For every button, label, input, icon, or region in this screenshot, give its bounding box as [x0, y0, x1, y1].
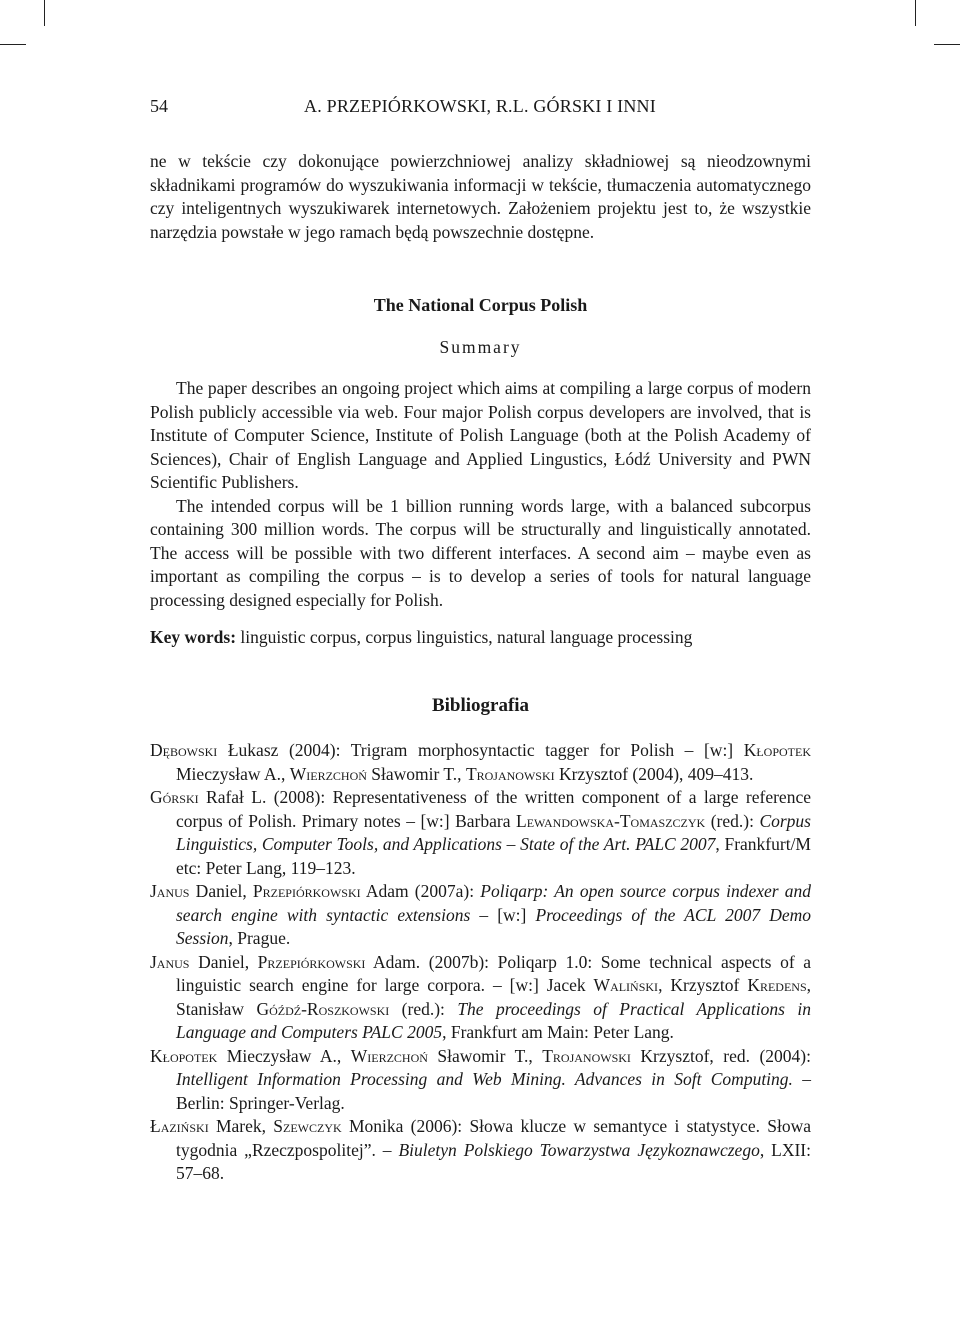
- author-surname: Kredens: [747, 975, 807, 995]
- publication-title: Poliqarp: An open source corpus indexer and search engine with syntactic extensions: [176, 881, 811, 925]
- author-surname: Lewandowska-Tomaszczyk: [516, 810, 706, 831]
- bibliography-entry: [150, 739, 811, 786]
- crop-mark-top-left-horizontal: [0, 44, 26, 45]
- author-surname: Wierzchoń: [289, 763, 367, 784]
- bibliography-entry: [150, 951, 811, 1045]
- page-content: [150, 150, 811, 1186]
- entry-text: Mieczysław A.,: [217, 1045, 351, 1066]
- publication-title: Biuletyn Polskiego Towarzystwa Językoznawczego: [398, 1139, 760, 1160]
- author-surname: Szewczyk: [273, 1116, 342, 1136]
- crop-mark-top-left-vertical: [44, 0, 45, 26]
- author-surname: Górski: [150, 787, 199, 807]
- entry-text: Krzysztof (2004), 409–413.: [554, 763, 754, 784]
- entry-text: Sławomir T.,: [427, 1045, 543, 1066]
- entry-text: , Prague.: [228, 928, 291, 948]
- crop-mark-top-right-vertical: [915, 0, 916, 26]
- bibliography-list: [150, 739, 811, 1186]
- keywords-line: [150, 626, 811, 650]
- author-surname: Dębowski: [150, 740, 218, 760]
- entry-text: Adam. (2007b): Poliqarp 1.0: Some technical aspects of a linguistic search engine for large corpora. – [w:] Jacek: [176, 951, 811, 995]
- summary-paragraph: The intended corpus will be 1 billion running words large, with a balanced subcorpus containing 300 million words. The corpus will be structurally and linguistically annotated. The access will be possible with two different interfaces. A second aim – maybe even as important as compiling the corpus – is to develop a series of tools for natural language processing designed especially for Polish.: [150, 495, 811, 610]
- bibliography-heading: Bibliografia: [431, 694, 530, 716]
- entry-text: (red.):: [389, 998, 458, 1019]
- entry-text: , Frankfurt/M etc: Peter Lang, 119–123.: [176, 834, 811, 878]
- entry-text: – [w:]: [470, 904, 536, 925]
- entry-text: Adam (2007a):: [360, 881, 481, 901]
- author-surname: Kłopotek: [150, 1045, 218, 1066]
- entry-text: , Stanisław: [176, 975, 811, 1019]
- bibliography-entry: [150, 786, 811, 880]
- author-surname: Łaziński: [150, 1116, 209, 1136]
- bibliography-entry: [150, 1115, 811, 1186]
- summary-heading: Summary: [439, 336, 522, 357]
- author-surname: Przepiórkowski: [252, 881, 361, 901]
- author-surname: Janus: [150, 881, 190, 901]
- entry-text: Rafał L. (2008): Representativeness of the written component of a large reference corpus of Polish. Primary notes – [w:] Barbara: [176, 787, 811, 831]
- entry-text: Mieczysław A.,: [176, 763, 290, 784]
- author-surname: Trojanowski: [465, 763, 555, 784]
- entry-text: Daniel,: [189, 951, 258, 972]
- entry-text: Marek,: [208, 1116, 274, 1136]
- entry-text: Krzysztof, red. (2004):: [630, 1045, 811, 1066]
- entry-text: , Krzysztof: [658, 975, 748, 995]
- summary-title: The National Corpus Polish: [373, 295, 588, 315]
- author-surname: Góźdź-Roszkowski: [256, 998, 390, 1019]
- entry-text: Łukasz (2004): Trigram morphosyntactic tagger for Polish – [w:]: [217, 740, 744, 760]
- publication-title: Corpus Linguistics, Computer Tools, and Applications – State of the Art. PALC 2007: [176, 810, 811, 854]
- author-surname: Wierzchoń: [350, 1045, 428, 1066]
- page-number: 54: [150, 96, 168, 116]
- author-surname: Kłopotek: [743, 740, 811, 760]
- summary-paragraph: The paper describes an ongoing project which aims at compiling a large corpus of modern Polish publicly accessible via web. Four major Polish corpus developers are involved, that is Institute of Computer Science, Institute of Polish Language (both at the Polish Academy of Sciences), Chair of English Language and Applied Lingustics, Łódź University and PWN Scientific Publishers.: [150, 378, 811, 492]
- keywords-text: linguistic corpus, corpus linguistics, natural language processing: [236, 627, 693, 647]
- author-surname: Janus: [150, 951, 190, 972]
- entry-text: (red.):: [705, 810, 760, 831]
- publication-title: Intelligent Information Processing and Web Mining. Advances in Soft Computing.: [176, 1069, 793, 1089]
- entry-text: Daniel,: [189, 881, 253, 901]
- running-head: A. PRZEPIÓRKOWSKI, R.L. GÓRSKI I INNI: [304, 96, 656, 116]
- author-surname: Przepiórkowski: [257, 951, 366, 972]
- crop-mark-top-right-horizontal: [934, 44, 960, 45]
- entry-text: Sławomir T.,: [366, 763, 466, 784]
- entry-text: Monika (2006): Słowa klucze w semantyce i statystyce. Słowa tygodnia „Rzeczpospolitej”. –: [176, 1116, 811, 1160]
- entry-text: , Frankfurt am Main: Peter Lang.: [442, 1022, 674, 1042]
- bibliography-entry: [150, 1045, 811, 1116]
- bibliography-entry: [150, 880, 811, 951]
- keywords-label: Key words:: [150, 627, 237, 647]
- publication-title: Proceedings of the ACL 2007 Demo Session: [176, 904, 811, 948]
- entry-text: – Berlin: Springer-Verlag.: [176, 1069, 811, 1113]
- entry-text: , LXII: 57–68.: [176, 1139, 811, 1183]
- publication-title: The proceedings of Practical Applications in Language and Computers PALC 2005: [176, 998, 811, 1042]
- author-surname: Trojanowski: [542, 1045, 631, 1066]
- author-surname: Waliński: [593, 975, 659, 995]
- intro-paragraph: ne w tekście czy dokonujące powierzchniowej analizy składniowej są nieodzownymi składnikami programów do wyszukiwania informacji w tekście, tłumaczenia automatycznego czy inteligentnych wyszukiwarek internetowych. Założeniem projektu jest to, że wszystkie narzędzia powstałe w jego ramach będą powszechnie dostępne.: [150, 151, 811, 242]
